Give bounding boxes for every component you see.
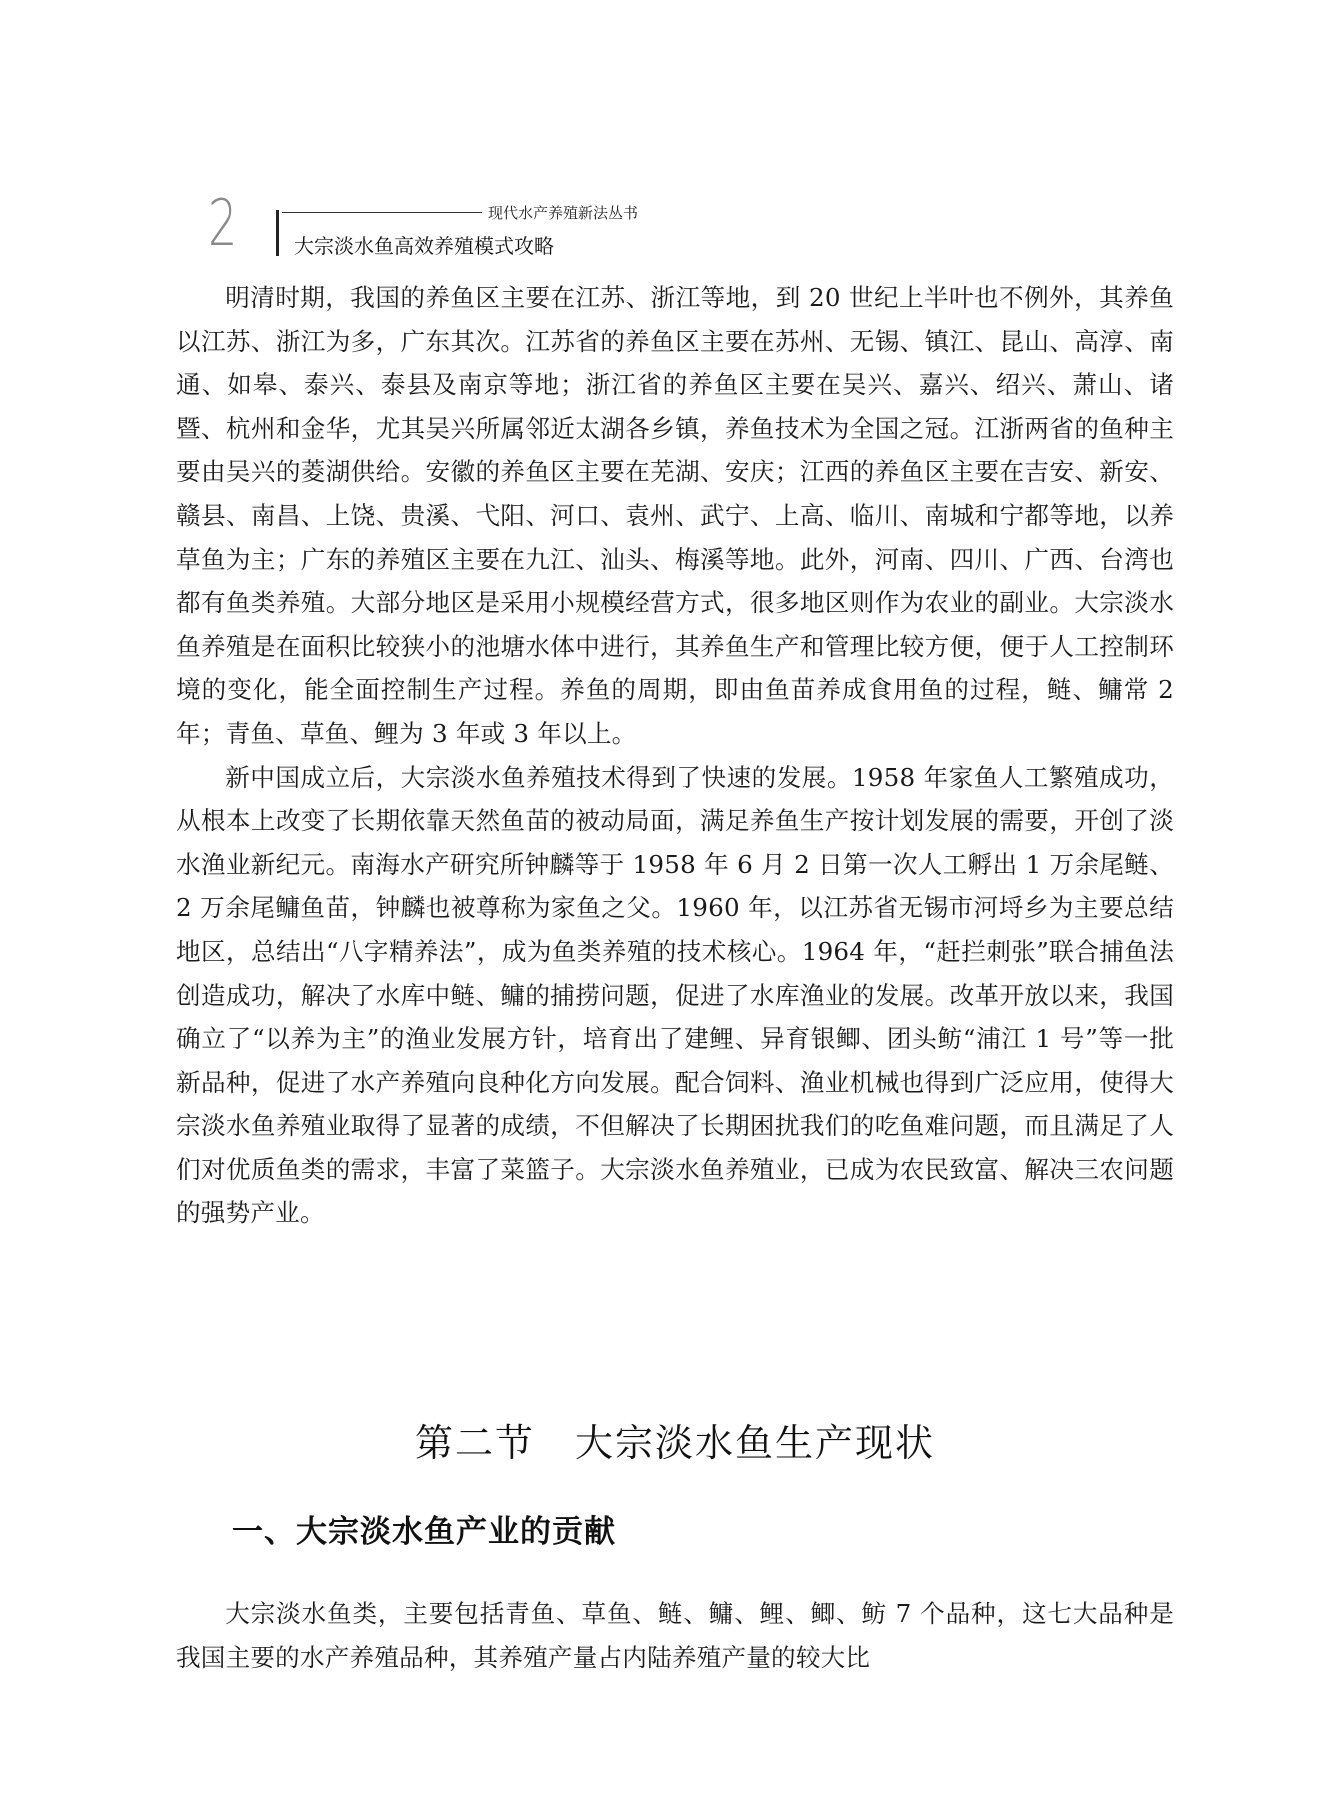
- paragraph-ming-qing: 明清时期，我国的养鱼区主要在江苏、浙江等地，到 20 世纪上半叶也不例外，其养鱼以江苏、浙江为多，广东其次。江苏省的养鱼区主要在苏州、无锡、镇江、昆山、高淳、南通、如皋、泰兴、泰县及南京等地；浙江省的养鱼区主要在吴兴、嘉兴、绍兴、萧山、诸暨、杭州和金华，尤其吴兴所属邻近太湖各乡镇，养鱼技术为全国之冠。江浙两省的鱼种主要由吴兴的菱湖供给。安徽的养鱼区主要在芜湖、安庆；江西的养鱼区主要在吉安、新安、赣县、南昌、上饶、贵溪、弋阳、河口、袁州、武宁、上高、临川、南城和宁都等地，以养草鱼为主；广东的养殖区主要在九江、汕头、梅溪等地。此外，河南、四川、广西、台湾也都有鱼类养殖。大部分地区是采用小规模经营方式，很多地区则作为农业的副业。大宗淡水鱼养殖是在面积比较狭小的池塘水体中进行，其养鱼生产和管理比较方便，便于人工控制环境的变化，能全面控制生产过程。养鱼的周期，即由鱼苗养成食用鱼的过程，鲢、鳙常 2 年；青鱼、草鱼、鲤为 3 年或 3 年以上。: [176, 283, 1174, 748]
- paragraph-new-china: 新中国成立后，大宗淡水鱼养殖技术得到了快速的发展。1958 年家鱼人工繁殖成功，从根本上改变了长期依靠天然鱼苗的被动局面，满足养鱼生产按计划发展的需要，开创了淡水渔业新纪元。南海水产研究所钟麟等于 1958 年 6 月 2 日第一次人工孵出 1 万余尾鲢、2 万余尾鳙鱼苗，钟麟也被尊称为家鱼之父。1960 年，以江苏省无锡市河埒乡为主要总结地区，总结出“八字精养法”，成为鱼类养殖的技术核心。1964 年，“赶拦刺张”联合捕鱼法创造成功，解决了水库中鲢、鳙的捕捞问题，促进了水库渔业的发展。改革开放以来，我国确立了“以养为主”的渔业发展方针，培育出了建鲤、异育银鲫、团头鲂“浦江 1 号”等一批新品种，促进了水产养殖向良种化方向发展。配合饲料、渔业机械也得到广泛应用，使得大宗淡水鱼养殖业取得了显著的成绩，不但解决了长期困扰我们的吃鱼难问题，而且满足了人们对优质鱼类的需求，丰富了菜篮子。大宗淡水鱼养殖业，已成为农民致富、解决三农问题的强势产业。: [176, 762, 1174, 1228]
- book-title: 大宗淡水鱼高效养殖模式攻略: [294, 234, 554, 258]
- body-text-continued: [176, 1592, 1174, 1679]
- header-rule: [282, 212, 482, 213]
- subsection-title: 一、大宗淡水鱼产业的贡献: [232, 1514, 616, 1550]
- series-name: 现代水产养殖新法丛书: [488, 204, 639, 222]
- page-number: 2: [208, 187, 238, 261]
- header-vertical-bar: [276, 210, 279, 256]
- body-text: [176, 276, 1174, 1235]
- paragraph-species: 大宗淡水鱼类，主要包括青鱼、草鱼、鲢、鳙、鲤、鲫、鲂 7 个品种，这七大品种是我国主要的水产养殖品种，其养殖产量占内陆养殖产量的较大比: [176, 1599, 1174, 1672]
- section-title: 第二节 大宗淡水鱼生产现状: [414, 1421, 935, 1465]
- running-header: [208, 187, 678, 264]
